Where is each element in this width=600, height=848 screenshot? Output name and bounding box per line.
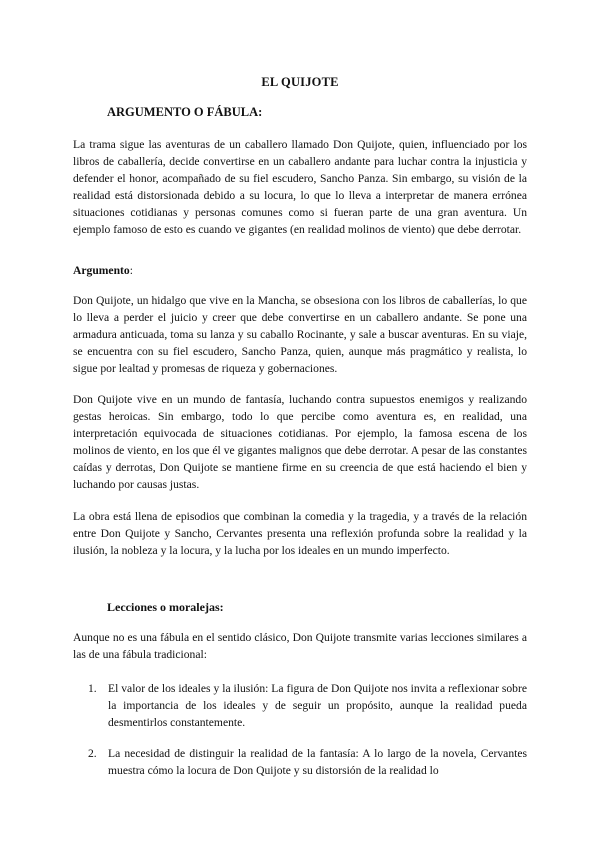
body-paragraph-3: La obra está llena de episodios que combinan la comedia y la tragedia, y a través de la relación entre Don Quijote y Sancho, Cervantes presenta una reflexión profunda sobre la realidad y la ilusión, la nobleza y la locura, y la lucha por los ideales en un mundo imperfecto. (73, 510, 527, 557)
list-item-number: 1. (88, 682, 97, 695)
argumento-label-text: Argumento (73, 264, 130, 277)
list-item-number: 2. (88, 747, 97, 760)
body-paragraph-2: Don Quijote vive en un mundo de fantasía, luchando contra supuestos enemigos y realizando gestas heroicas. Sin embargo, todo lo que percibe como aventura es, en realidad, una interpretación equivocada de situaciones cotidianas. Por ejemplo, la famosa escena de los molinos de viento, en los que él ve gigantes malignos que debe derrotar. A pesar de las constantes caídas y derrotas, Don Quijote se mantiene firme en su creencia de que está haciendo el bien y luchando por causas justas. (73, 393, 527, 491)
lessons-heading: Lecciones o moralejas: (107, 600, 224, 614)
body-paragraph-1: Don Quijote, un hidalgo que vive en la Mancha, se obsesiona con los libros de caballerías, lo que lo lleva a perder el juicio y creer que debe convertirse en un caballero andante. Se pone una armadura anticuada, toma su lanza y su caballo Rocinante, y sale a buscar aventuras. En su viaje, se encuentra con su fiel escudero, Sancho Panza, quien, aunque más pragmático y realista, lo sigue por lealtad y promesas de riqueza y gobernaciones. (73, 294, 527, 375)
argumento-label-colon: : (129, 264, 133, 277)
intro-paragraph: La trama sigue las aventuras de un caballero llamado Don Quijote, quien, influenciado por los libros de caballería, decide convertirse en un caballero andante para luchar contra la injusticia y defender el honor, acompañado de su fiel escudero, Sancho Panza. Sin embargo, su visión de la realidad está distorsionada debido a su locura, lo que lo lleva a interpretar de manera errónea situaciones cotidianas y personas comunes como si fueran parte de una gran aventura. Un ejemplo famoso de esto es cuando ve gigantes (en realidad molinos de viento) que debe derrotar. (73, 138, 527, 236)
section-subtitle: ARGUMENTO O FÁBULA: (107, 105, 263, 119)
list-item-text: El valor de los ideales y la ilusión: La figura de Don Quijote nos invita a reflexionar sobre la importancia de los ideales y de seguir un propósito, aunque la realidad pueda desmentirlos constantemente. (108, 682, 527, 729)
document-title: EL QUIJOTE (261, 75, 339, 89)
argumento-label (73, 264, 133, 277)
list-item-text: La necesidad de distinguir la realidad de la fantasía: A lo largo de la novela, Cervantes muestra cómo la locura de Don Quijote y su distorsión de la realidad lo (108, 747, 527, 777)
lessons-intro-paragraph: Aunque no es una fábula en el sentido clásico, Don Quijote transmite varias lecciones similares a las de una fábula tradicional: (73, 631, 527, 661)
